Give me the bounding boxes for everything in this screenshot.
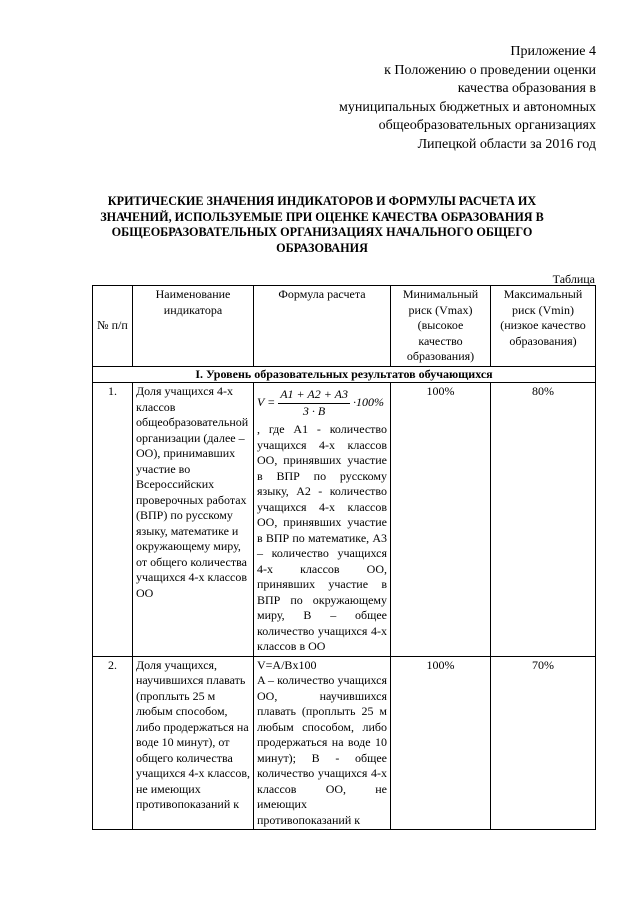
appendix-line: Приложение 4 [510,44,596,59]
table-header-row [93,286,596,367]
formula-lhs: V = [257,394,276,409]
formula-cell [254,383,391,657]
document-title: КРИТИЧЕСКИЕ ЗНАЧЕНИЯ ИНДИКАТОРОВ И ФОРМУЛЫ РАСЧЕТА ИХ ЗНАЧЕНИЙ, ИСПОЛЬЗУЕМЫЕ ПРИ ОЦЕНКЕ КАЧЕСТВА ОБРАЗОВАНИЯ В ОБЩЕОБРАЗОВАТЕЛЬНЫХ ОРГАНИЗАЦИЯХ НАЧАЛЬНОГО ОБЩЕГО ОБРАЗОВАНИЯ [100,194,544,255]
formula [257,384,387,422]
appendix-header [276,43,596,154]
row-num: 2. [93,656,133,830]
row-num: 1. [93,383,133,657]
indicators-table [92,285,596,830]
header-max-risk: Максимальный риск (Vmin) (низкое качество образования) [491,286,596,367]
formula-description: A – количество учащихся ОО, научившихся плавать (проплыть 25 м любым способом, либо продержаться на воде 10 минут); B - общее количество учащихся 4-х классов ОО, не имеющих противопоказаний к [257,673,387,827]
table-row [93,656,596,830]
section-row [93,366,596,383]
appendix-line: общеобразовательных организациях [378,118,596,133]
header-name: Наименование индикатора [133,286,254,367]
max-risk-value: 80% [491,383,596,657]
formula-fraction [278,387,350,419]
indicator-name: Доля учащихся 4-х классов общеобразовательной организации (далее – ОО), принимавших участие во Всероссийских проверочных работах (ВПР) по русскому языку, математике и окружающему миру, от общего количества учащихся 4-х классов ОО [133,383,254,657]
table-row [93,383,596,657]
formula: V=A/Bx100 [257,657,317,672]
header-min-risk: Минимальный риск (Vmax) (высокое качество образования) [391,286,491,367]
formula-multiplier: ·100% [352,394,384,409]
header-num: № п/п [93,286,133,367]
table-label: Таблица [552,272,595,286]
indicator-name: Доля учащихся, научившихся плавать (проплыть 25 м любым способом, либо продержаться на воде 10 минут), от общего количества учащихся 4-х классов, не имеющих противопоказаний к [133,656,254,830]
appendix-line: Липецкой области за 2016 год [417,136,596,152]
section-title: I. Уровень образовательных результатов обучающихся [93,366,596,383]
min-risk-value: 100% [391,656,491,830]
formula-description: , где A1 - количество учащихся 4-х классов ОО, принявших участие в ВПР по русскому языку, A2 - количество учащихся 4-х классов ОО, принявших участие в ВПР по математике, A3 – количество учащихся 4-х классов ОО, принявших участие в ВПР по окружающему миру, B – общее количество учащихся 4-х классов в ОО [257,422,387,653]
min-risk-value: 100% [391,383,491,657]
appendix-line: муниципальных бюджетных и автономных [338,99,596,115]
formula-denominator: 3 · B [302,403,326,418]
max-risk-value: 70% [491,656,596,830]
appendix-line: качества образования в [457,81,596,96]
header-formula: Формула расчета [254,286,391,367]
formula-cell [254,656,391,830]
appendix-line: к Положению о проведении оценки [384,62,596,78]
formula-numerator: A1 + A2 + A3 [278,387,350,404]
